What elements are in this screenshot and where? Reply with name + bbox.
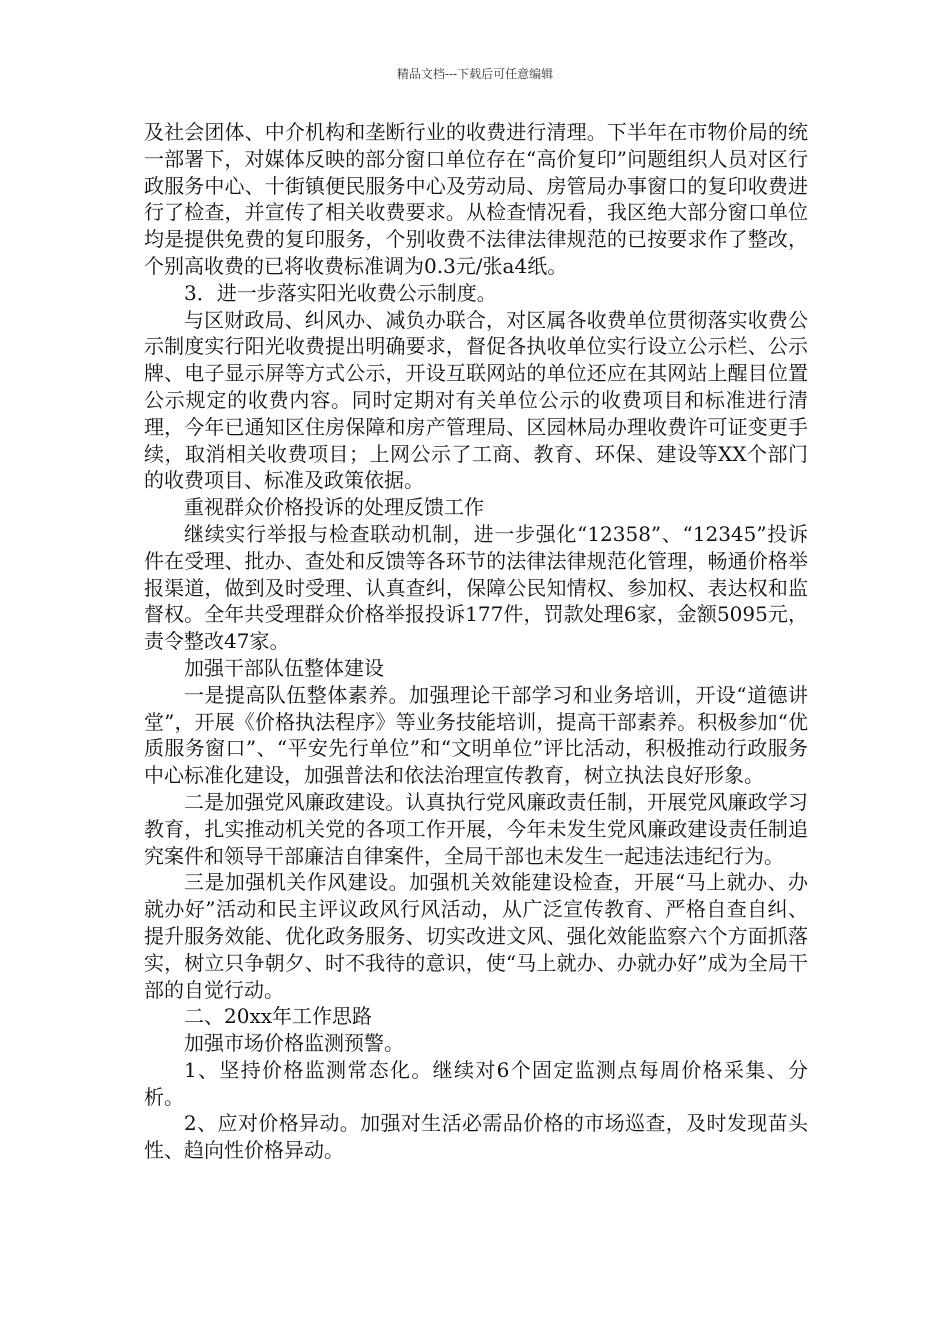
paragraph-work-style: 三是加强机关作风建设。加强机关效能建设检查，开展“马上就办、办就办好”活动和民主评议政风行风活动，从广泛宣传教育、严格自查自纠、提升服务效能、优化政务服务、切实改进文风、强化效能监察六个方面抓落实，树立只争朝夕、时不我待的意识，使“马上就办、办就办好”成为全局干部的自觉行动。	[144, 870, 808, 1002]
paragraph-fee-cleanup: 及社会团体、中介机构和垄断行业的收费进行清理。下半年在市物价局的统一部署下，对媒体反映的部分窗口单位存在“高价复印”问题组织人员对区行政服务中心、十街镇便民服务中心及劳动局、房管局办事窗口的复印收费进行了检查，并宣传了相关收费要求。从检查情况看，我区绝大部分窗口单位均是提供免费的复印服务，个别收费不法律法律规范的已按要求作了整改，个别高收费的已将收费标准调为0.3元/张a4纸。	[144, 120, 808, 278]
paragraph-party-integrity: 二是加强党风廉政建设。认真执行党风廉政责任制，开展党风廉政学习教育，扎实推动机关党的各项工作开展，今年未发生党风廉政建设责任制追究案件和领导干部廉洁自律案件，全局干部也未发生一起违法违纪行为。	[144, 789, 808, 868]
heading-price-monitoring: 加强市场价格监测预警。	[184, 1031, 404, 1056]
page-header: 精品文档---下载后可任意编辑	[396, 67, 554, 81]
paragraph-team-quality: 一是提高队伍整体素养。加强理论干部学习和业务培训，开设“道德讲堂”，开展《价格执法程序》等业务技能培训，提高干部素养。积极参加“优质服务窗口”、“平安先行单位”和“文明单位”评比活动，积极推动行政服务中心标准化建设，加强普法和依法治理宣传教育，树立执法良好形象。	[144, 682, 808, 788]
paragraph-fee-disclosure: 与区财政局、纠风办、减负办联合，对区属各收费单位贯彻落实收费公示制度实行阳光收费提出明确要求，督促各执收单位实行设立公示栏、公示牌、电子显示屏等方式公示，开设互联网站的单位还应在其网站上醒目位置公示规定的收费内容。同时定期对有关单位公示的收费项目和标准进行清理，今年已通知区住房保障和房产管理局、区园林局办理收费许可证变更手续，取消相关收费项目；上网公示了工商、教育、环保、建设等XX个部门的收费项目、标准及政策依据。	[144, 307, 808, 493]
document-body	[144, 119, 808, 1164]
heading-team-building: 加强干部队伍整体建设	[184, 655, 384, 680]
paragraph-price-anomaly: 2、应对价格异动。加强对生活必需品价格的市场巡查，及时发现苗头性、趋向性价格异动。	[144, 1111, 808, 1163]
heading-sunshine-fee-disclosure: 3．进一步落实阳光收费公示制度。	[184, 280, 497, 305]
paragraph-complaint-handling: 继续实行举报与检查联动机制，进一步强化“12358”、“12345”投诉件在受理、批办、查处和反馈等各环节的法律法律规范化管理，畅通价格举报渠道，做到及时受理、认真查纠，保障公民知情权、参加权、表达权和监督权。全年共受理群众价格举报投诉177件，罚款处理6家，金额5095元，责令整改47家。	[144, 521, 808, 654]
heading-complaint-handling: 重视群众价格投诉的处理反馈工作	[184, 495, 484, 520]
paragraph-monitoring-normalization: 1、坚持价格监测常态化。继续对6个固定监测点每周价格采集、分析。	[144, 1057, 808, 1109]
heading-work-plan: 二、20xx年工作思路	[184, 1004, 373, 1029]
